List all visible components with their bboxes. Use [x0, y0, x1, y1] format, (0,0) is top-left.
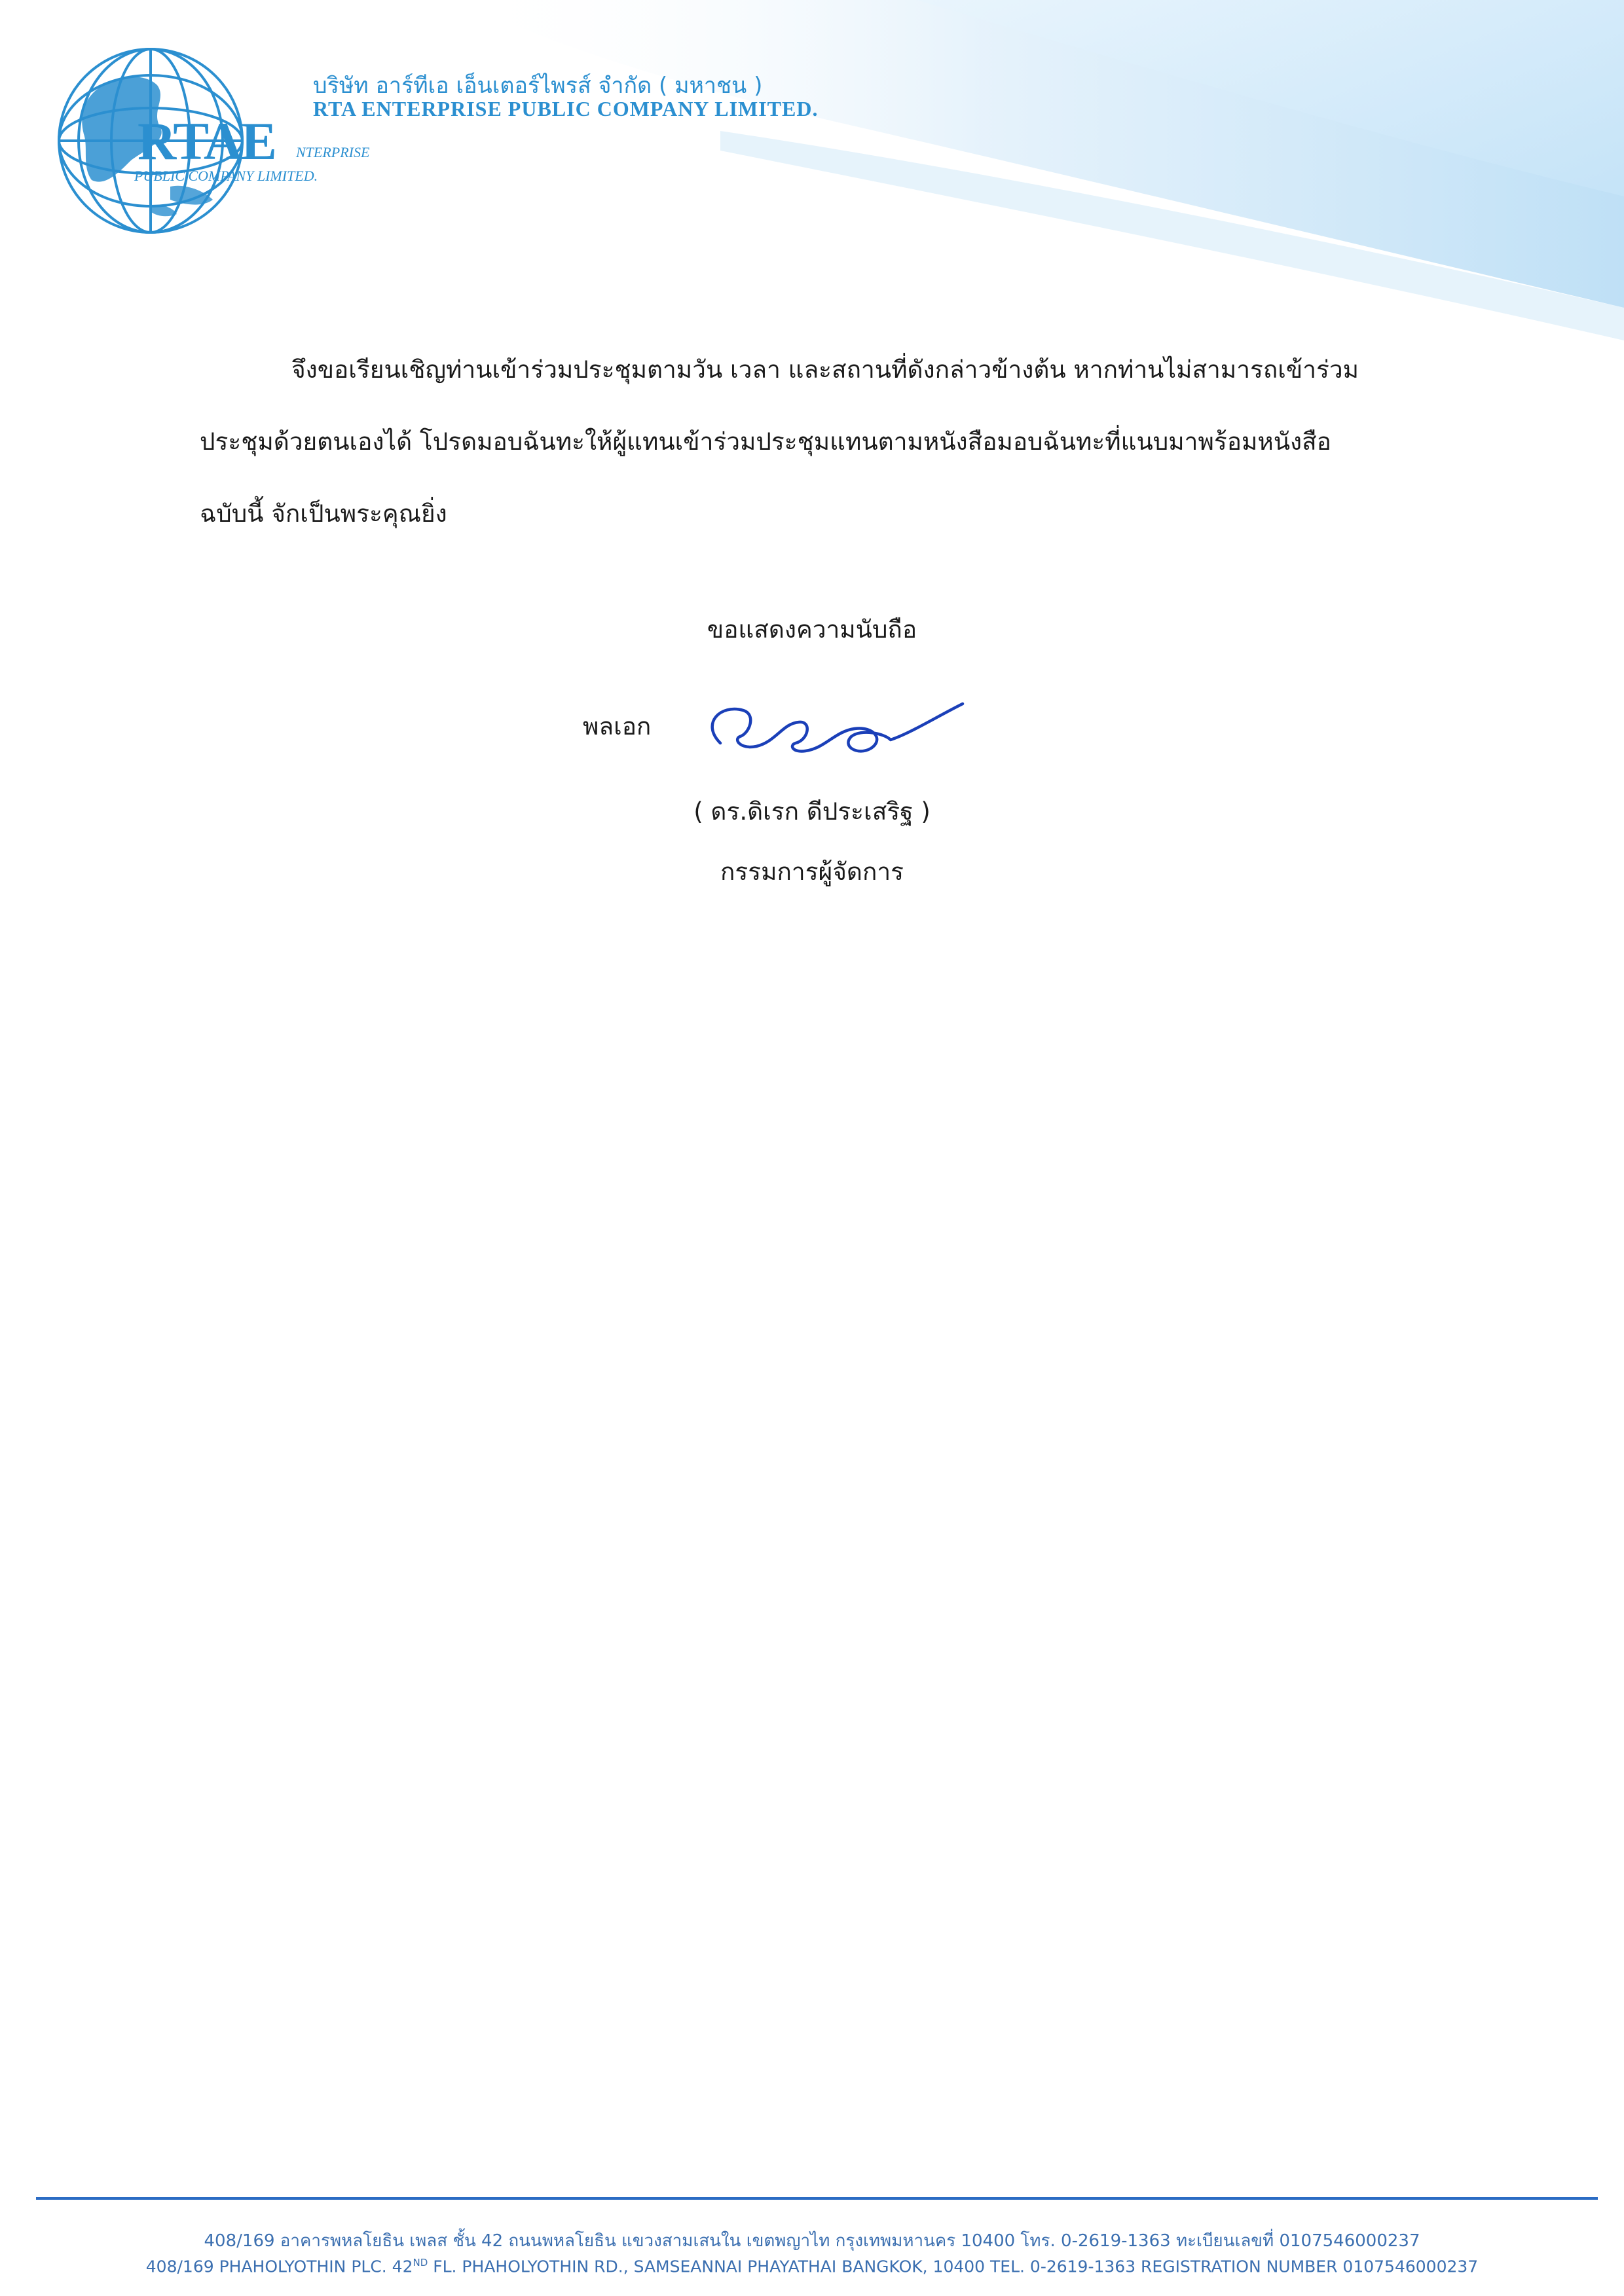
body-line: ฉบับนี้ จักเป็นพระคุณยิ่ง — [200, 500, 447, 528]
signer-position: กรรมการผู้จัดการ — [720, 858, 904, 886]
footer-divider — [36, 2197, 1598, 2200]
signer-rank: พลเอก — [583, 712, 652, 740]
footer-address-english-part: 408/169 PHAHOLYOTHIN PLC. 42 — [145, 2257, 413, 2276]
company-name-thai: บริษัท อาร์ทีเอ เอ็นเตอร์ไพรส์ จำกัด ( มหาชน ) — [313, 73, 763, 99]
body-line: จึงขอเรียนเชิญท่านเข้าร่วมประชุมตามวัน เวลา และสถานที่ดังกล่าวข้างต้น หากท่านไม่สามารถเข้าร่วม — [291, 355, 1359, 384]
footer-address-thai: 408/169 อาคารพหลโยธิน เพลส ชั้น 42 ถนนพหลโยธิน แขวงสามเสนใน เขตพญาไท กรุงเทพมหานคร 10400 โทร. 0-2619-1363 ทะเบียนเลขที่ 0107546000237 — [204, 2231, 1420, 2251]
signer-name: ( ดร.ดิเรก ดีประเสริฐ ) — [693, 797, 931, 826]
body-line: ประชุมด้วยตนเองได้ โปรดมอบฉันทะให้ผู้แทนเข้าร่วมประชุมแทนตามหนังสือมอบฉันทะที่แนบมาพร้อมหนังสือ — [200, 428, 1331, 456]
footer-address-english-part: FL. PHAHOLYOTHIN RD., SAMSEANNAI PHAYATHAI BANGKOK, 10400 TEL. 0-2619-1363 REGISTRATION NUMBER 0107546000237 — [428, 2257, 1479, 2276]
company-name-english: RTA ENTERPRISE PUBLIC COMPANY LIMITED. — [313, 97, 819, 120]
logo-wordmark: RTAE — [138, 111, 276, 171]
handwritten-signature — [694, 671, 982, 776]
letter-body — [200, 334, 1503, 550]
footer-address-english — [0, 2257, 1624, 2276]
logo-enterprise-text: NTERPRISE — [296, 144, 370, 160]
logo-public-company-text: PUBLIC COMPANY LIMITED. — [134, 168, 318, 184]
closing-salutation: ขอแสดงความนับถือ — [707, 615, 917, 644]
footer-floor-suffix: ND — [413, 2257, 428, 2269]
